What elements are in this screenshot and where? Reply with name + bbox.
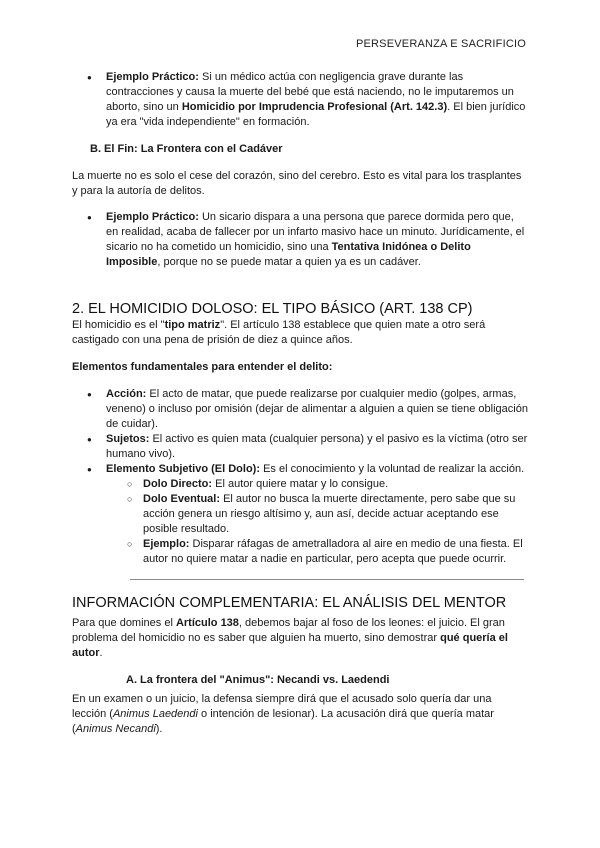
- sub-text: Disparar ráfagas de ametralladora al aire en medio de una fiesta. El autor no quiere matar a nadie en particular, pero acepta que puede ocurrir.: [143, 538, 523, 565]
- bold-term: Artículo 138: [175, 617, 239, 629]
- example-text-end: , porque no se puede matar a quien ya es un cadáver.: [157, 256, 421, 268]
- example-bold: Tentativa Inidónea o Delito Imposible: [106, 241, 471, 268]
- sub-label: Dolo Eventual:: [143, 493, 221, 505]
- item-label: Elemento Subjetivo (El Dolo):: [106, 463, 261, 475]
- section-divider: [130, 579, 524, 580]
- running-header: PERSEVERANZA E SACRIFICIO: [355, 38, 526, 50]
- text: .: [99, 647, 103, 659]
- paragraph-animus: [72, 692, 528, 737]
- sub-text: El autor no busca la muerte directamente, pero sabe que su acción genera un riesgo altísimo y, aun así, decide actuar aceptando ese posible resultado.: [143, 493, 516, 535]
- item-text: El activo es quien mata (cualquier persona) y el pasivo es la víctima (otro ser humano vivo).: [106, 433, 528, 460]
- example-bold: Homicidio por Imprudencia Profesional (Art. 142.3): [181, 101, 448, 113]
- elements-heading: Elementos fundamentales para entender el delito:: [72, 361, 333, 373]
- example-bullet-sicario: [72, 210, 528, 270]
- example-text: Si un médico actúa con negligencia grave durante las contracciones y causa la muerte del bebé que está naciendo, no le imputaremos un aborto, sino un: [106, 71, 514, 113]
- italic-term: Animus Laedendi: [112, 708, 198, 720]
- bold-term: qué quería el autor: [72, 632, 508, 659]
- item-label: Acción:: [106, 388, 147, 400]
- item-text: Es el conocimiento y la voluntad de realizar la acción.: [260, 463, 525, 475]
- elements-list: [72, 387, 528, 567]
- text: ).: [155, 723, 163, 735]
- info-heading: INFORMACIÓN COMPLEMENTARIA: EL ANÁLISIS DEL MENTOR: [72, 595, 507, 611]
- text: , debemos bajar al foso de los leones: el juicio. El gran problema del homicidio no es saber que alguien ha muerto, sino demostrar: [72, 617, 505, 644]
- sub-text: El autor quiere matar y lo consigue.: [212, 478, 389, 490]
- section-b-heading: B. El Fin: La Frontera con el Cadáver: [90, 143, 283, 155]
- text: Para que domines el: [72, 617, 176, 629]
- sub-item-ejemplo: [72, 537, 528, 567]
- example-label: Ejemplo Práctico:: [106, 71, 199, 83]
- text: El homicidio es el ": [72, 319, 165, 331]
- example-text-end: . El bien jurídico ya era "vida independiente" en formación.: [106, 101, 526, 128]
- list-item-sujetos: [72, 432, 528, 462]
- paragraph-mentor: [72, 616, 528, 661]
- example-label: Ejemplo Práctico:: [106, 211, 199, 223]
- example-bullet-newborn: [72, 70, 528, 130]
- text: En un examen o un juicio, la defensa siempre dirá que el acusado solo quería dar una lección (: [72, 693, 492, 720]
- text: ". El artículo 138 establece que quien mate a otro será castigado con una pena de prisión de diez a quince años.: [72, 319, 486, 346]
- sub-item-dolo-directo: [72, 477, 528, 492]
- page-content: [72, 70, 528, 737]
- italic-term: Animus Necandi: [75, 723, 156, 735]
- list-item-dolo: [72, 462, 528, 477]
- sub-label: Ejemplo:: [143, 538, 190, 550]
- paragraph-cadaver: La muerte no es solo el cese del corazón, sino del cerebro. Esto es vital para los trasplantes y para la autoría de delitos.: [72, 170, 522, 197]
- item-label: Sujetos:: [106, 433, 150, 445]
- subsection-a-heading: A. La frontera del "Animus": Necandi vs. Laedendi: [126, 674, 390, 686]
- text: o intención de lesionar). La acusación dirá que quería matar (: [72, 708, 494, 735]
- item-text: El acto de matar, que puede realizarse por cualquier medio (golpes, armas, veneno) o incluso por omisión (dejar de alimentar a alguien a quien se tiene obligación de cuidar).: [106, 388, 528, 430]
- sub-item-dolo-eventual: [72, 492, 528, 537]
- section-divider-wrap: [72, 579, 528, 580]
- sub-label: Dolo Directo:: [143, 478, 213, 490]
- list-item-accion: [72, 387, 528, 432]
- bold-term: tipo matriz: [164, 319, 221, 331]
- section-2-heading: 2. EL HOMICIDIO DOLOSO: EL TIPO BÁSICO (ART. 138 CP): [72, 301, 473, 317]
- example-text: Un sicario dispara a una persona que parece dormida pero que, en realidad, acaba de fallecer por un infarto masivo hace un minuto. Jurídicamente, el sicario no ha cometido un homicidio, sino una: [106, 211, 525, 253]
- paragraph-tipo-matriz: [72, 318, 528, 348]
